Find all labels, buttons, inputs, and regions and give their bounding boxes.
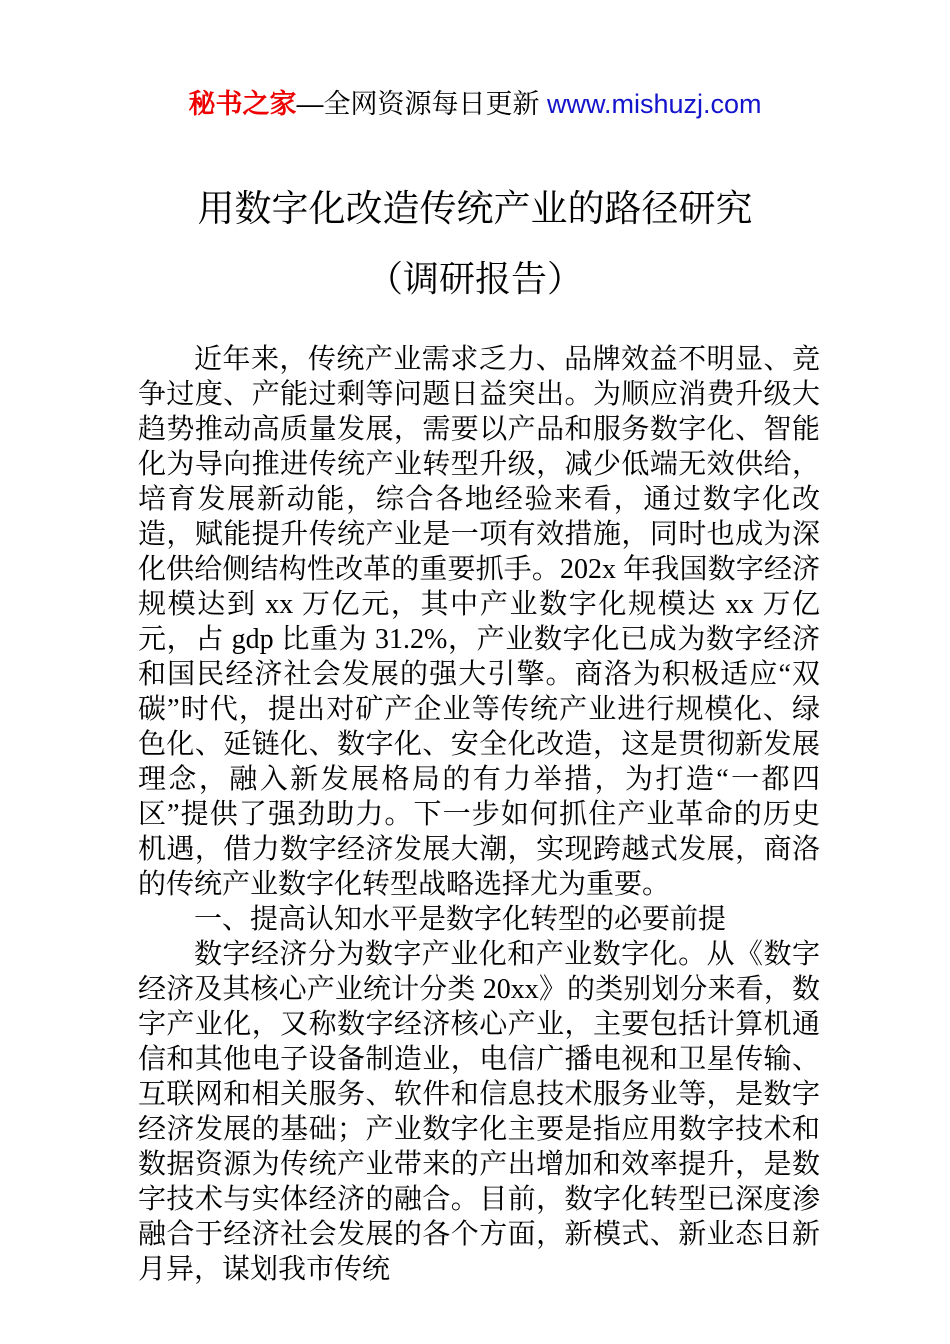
header-url-link[interactable]: www.mishuzj.com <box>546 89 762 119</box>
document-title: 用数字化改造传统产业的路径研究 <box>197 188 753 229</box>
body-paragraph: 数字经济分为数字产业化和产业数字化。从《数字经济及其核心产业统计分类 20xx》的类别划分来看，数字产业化，又称数字经济核心产业，主要包括计算机通信和其他电子设备制造业，电信广播电视和卫星传输、互联网和相关服务、软件和信息技术服务业等，是数字经济发展的基础；产业数字化主要是指应用数字技术和数据资源为传统产业带来的产出增加和效率提升，是数字技术与实体经济的融合。目前，数字化转型已深度渗融合于经济社会发展的各个方面，新模式、新业态日新月异，谋划我市传统 <box>138 939 820 1285</box>
body-paragraph: 近年来，传统产业需求乏力、品牌效益不明显、竞争过度、产能过剩等问题日益突出。为顺应消费升级大趋势推动高质量发展，需要以产品和服务数字化、智能化为导向推进传统产业转型升级，减少低端无效供给，培育发展新动能，综合各地经验来看，通过数字化改造，赋能提升传统产业是一项有效措施，同时也成为深化供给侧结构性改革的重要抓手。202x 年我国数字经济规模达到 xx 万亿元，其中产业数字化规模达 xx 万亿元，占 gdp 比重为 31.2%，产业数字化已成为数字经济和国民经济社会发展的强大引擎。商洛为积极适应“双碳”时代，提出对矿产企业等传统产业进行规模化、绿色化、延链化、数字化、安全化改造，这是贯彻新发展理念，融入新发展格局的有力举措，为打造“一都四区”提供了强劲助力。下一步如何抓住产业革命的历史机遇，借力数字经济发展大潮，实现跨越式发展，商洛的传统产业数字化转型战略选择尤为重要。 <box>138 344 820 900</box>
site-header <box>0 88 950 121</box>
section-heading: 一、提高认知水平是数字化转型的必要前提 <box>194 904 727 935</box>
site-name: 秘书之家 <box>188 89 297 119</box>
document-body <box>138 342 820 1287</box>
header-tagline: —全网资源每日更新 <box>296 89 547 119</box>
document-subtitle: （调研报告） <box>366 258 583 299</box>
